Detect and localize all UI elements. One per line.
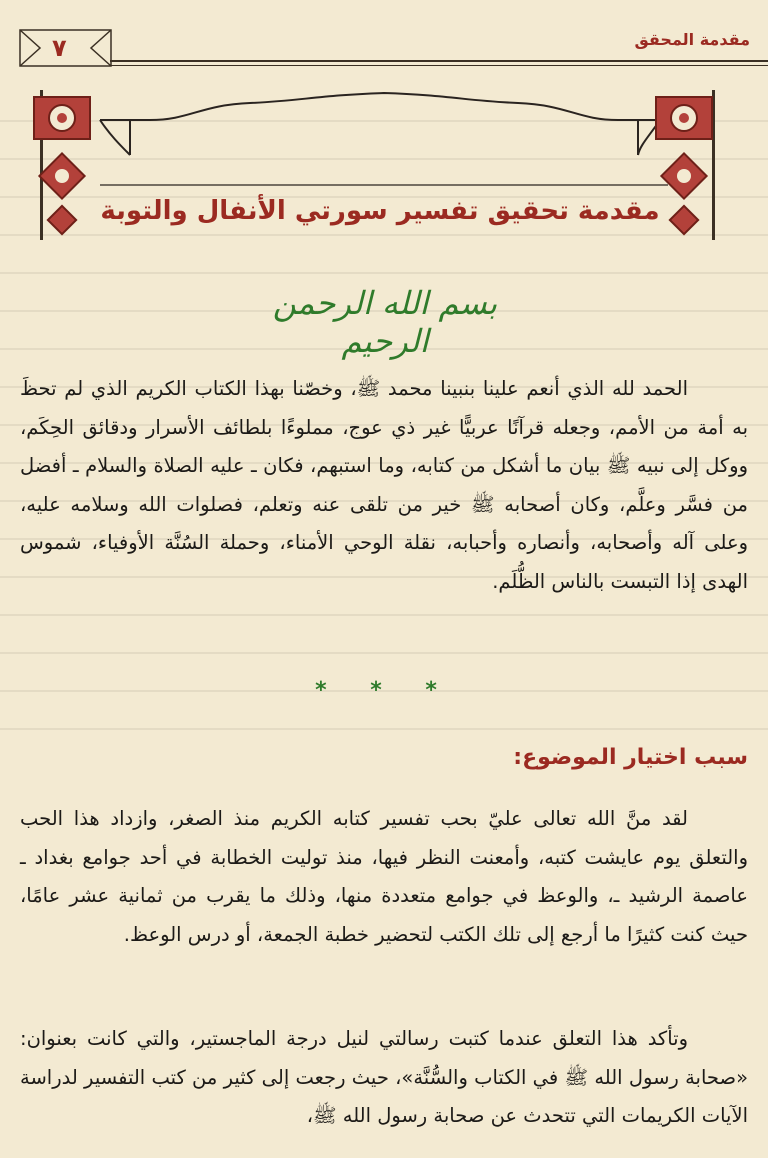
section-text-2: وتأكد هذا التعلق عندما كتبت رسالتي لنيل درجة الماجستير، والتي كانت بعنوان: «صحابة رسول الله ﷺ في الكتاب والسُّنَّة»، حيث رجعت إلى كثير من كتب التفسير لدراسة الآيات الكريمات التي تتحدث عن صحابة رسول الله ﷺ،: [20, 1027, 748, 1127]
left-ornament-column: [34, 90, 90, 240]
header-rule-thin: [110, 65, 768, 66]
right-ornament-column: [656, 90, 715, 240]
intro-paragraph: [20, 370, 748, 601]
basmala-calligraphy: بسم الله الرحمن الرحيم: [272, 284, 498, 360]
chapter-title: مقدمة تحقيق تفسير سورتي الأنفال والتوبة: [100, 196, 660, 226]
section-heading: سبب اختيار الموضوع:: [513, 745, 748, 770]
section-separator: * * *: [315, 678, 455, 703]
section-paragraph-2: [20, 1020, 748, 1136]
header-rule: [110, 60, 768, 62]
intro-text: الحمد لله الذي أنعم علينا بنبينا محمد ﷺ، وخصّنا بهذا الكتاب الكريم الذي لم تحظَ به أمة من الأمم، وجعله قرآنًا عربيًّا غير ذي عوج، مملوءًا بلطائف الأسرار ودقائق الحِكَم، ووكل إلى نبيه ﷺ بيان ما أشكل من كتابه، وما استبهم، فكان ـ عليه الصلاة والسلام ـ أفضل من فسَّر وعلَّم، وكان أصحابه ﷺ خير من تلقى عنه وتعلم، فصلوات الله وسلامه عليه، وعلى آله وأصحابه، وأنصاره وأحبابه، نقلة الوحي الأمناء، وحملة السُنَّة الأوفياء، شموس الهدى إذا التبست بالناس الظُّلَم.: [20, 377, 748, 593]
page-number: ٧: [52, 34, 67, 62]
section-text-1: لقد منَّ الله تعالى عليّ بحب تفسير كتابه الكريم منذ الصغر، وازداد هذا الحب والتعلق يوم عايشت كتبه، وأمعنت النظر فيها، منذ توليت الخطابة في أحد جوامع بغداد ـ عاصمة الرشيد ـ، والوعظ في جوامع متعددة منها، وذلك ما يقرب من ثمانية عشر عامًا، حيث كنت كثيرًا ما أرجع إلى تلك الكتب لتحضير خطبة الجمعة، أو درس الوعظ.: [20, 807, 748, 946]
section-paragraph-1: [20, 800, 748, 954]
title-ornament-frame: [0, 75, 768, 255]
running-head: مقدمة المحقق: [634, 30, 750, 49]
